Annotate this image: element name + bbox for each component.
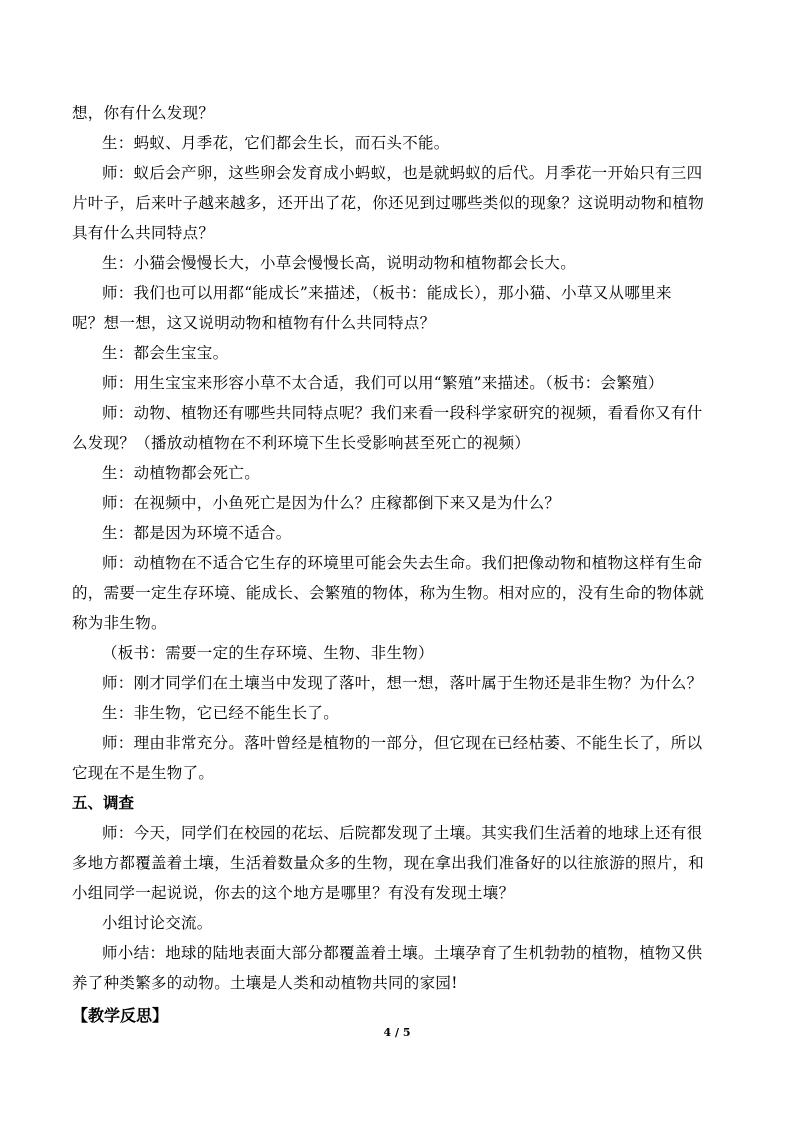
student-line: 生：蚂蚁、月季花，它们都会生长，而石头不能。 — [102, 134, 450, 152]
teacher-line: 师：在视频中，小鱼死亡是因为什么？庄稼都倒下来又是为什么？ — [102, 494, 561, 512]
text-line: 称为非生物。 — [72, 614, 167, 632]
page-number: 4 / 5 — [383, 1026, 411, 1039]
reflection-heading: 【教学反思】 — [72, 1006, 169, 1025]
teacher-line: 师：用生宝宝来形容小草不太合适，我们可以用“繁殖”来描述。（板书：会繁殖） — [102, 374, 664, 392]
text-line: 呢？想一想，这又说明动物和植物有什么共同特点？ — [72, 314, 436, 332]
student-line: 生：动植物都会死亡。 — [102, 464, 261, 482]
text-line: 多地方都覆盖着土壤，生活着数量众多的生物，现在拿出我们准备好的以往旅游的照片，和 — [72, 854, 705, 872]
teacher-line: 师：动物、植物还有哪些共同特点呢？我们来看一段科学家研究的视频，看看你又有什 — [102, 404, 703, 422]
text-line: 想，你有什么发现？ — [72, 104, 215, 122]
section-heading: 五、调查 — [72, 794, 135, 812]
blackboard-note: （板书：需要一定的生存环境、生物、非生物） — [102, 644, 434, 662]
text-line: 它现在不是生物了。 — [72, 764, 215, 782]
teacher-line: 师：动植物在不适合它生存的环境里可能会失去生命。我们把像动物和植物这样有生命 — [102, 554, 703, 572]
teacher-line: 师：刚才同学们在土壤当中发现了落叶，想一想，落叶属于生物还是非生物？为什么？ — [102, 674, 703, 692]
student-line: 生：都会生宝宝。 — [102, 344, 229, 362]
text-line: 小组同学一起说说，你去的这个地方是哪里？有没有发现土壤？ — [72, 884, 515, 902]
text-line: 具有什么共同特点？ — [72, 224, 215, 242]
text-line: 片叶子，后来叶子越来越多，还开出了花，你还见到过哪些类似的现象？这说明动物和植物 — [72, 194, 705, 212]
teacher-line: 师：我们也可以用都“能成长”来描述，（板书：能成长），那小猫、小草又从哪里来 — [102, 284, 672, 302]
document-body — [72, 98, 722, 1032]
student-line: 生：非生物，它已经不能生长了。 — [102, 704, 340, 722]
student-line: 生：小猫会慢慢长大，小草会慢慢长高，说明动物和植物都会长大。 — [102, 254, 577, 272]
student-line: 生：都是因为环境不适合。 — [102, 524, 292, 542]
activity-line: 小组讨论交流。 — [102, 914, 213, 932]
text-line: 养了种类繁多的动物。土壤是人类和动植物共同的家园! — [72, 974, 458, 992]
teacher-line: 师：今天，同学们在校园的花坛、后院都发现了土壤。其实我们生活着的地球上还有很 — [102, 824, 703, 842]
text-line: 么发现？（播放动植物在不利环境下生长受影响甚至死亡的视频） — [72, 434, 531, 452]
text-line: 的，需要一定生存环境、能成长、会繁殖的物体，称为生物。相对应的，没有生命的物体就 — [72, 584, 705, 602]
teacher-line: 师：蚁后会产卵，这些卵会发育成小蚂蚁，也是就蚂蚁的后代。月季花一开始只有三四 — [102, 164, 703, 182]
teacher-summary-line: 师小结：地球的陆地表面大部分都覆盖着土壤。土壤孕育了生机勃勃的植物，植物又供 — [102, 944, 703, 962]
teacher-line: 师：理由非常充分。落叶曾经是植物的一部分，但它现在已经枯萎、不能生长了，所以 — [102, 734, 703, 752]
